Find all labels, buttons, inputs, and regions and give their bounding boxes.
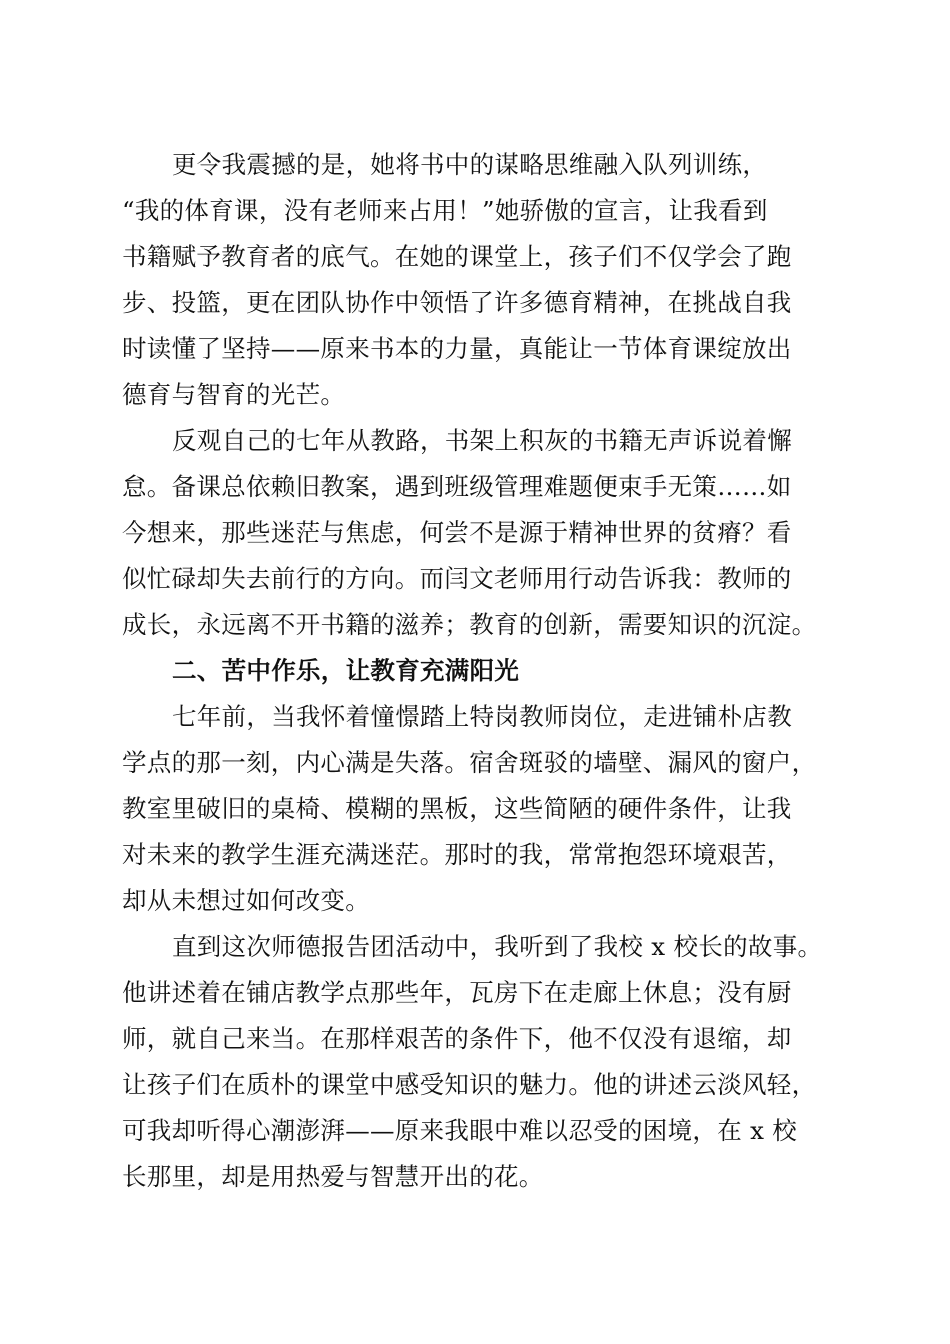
text-line: 今想来，那些迷茫与焦虑，何尝不是源于精神世界的贫瘠？看 [122,518,792,547]
text-line: 书籍赋予教育者的底气。在她的课堂上，孩子们不仅学会了跑 [122,242,792,271]
text-line: 师，就自己来当。在那样艰苦的条件下，他不仅没有退缩，却 [122,1024,792,1053]
text-line: 成长，永远离不开书籍的滋养；教育的创新，需要知识的沉淀。 [122,610,817,639]
text-line: 教室里破旧的桌椅、模糊的黑板，这些简陋的硬件条件，让我 [122,794,792,823]
section-heading: 二、苦中作乐，让教育充满阳光 [172,656,520,685]
text-line: 更令我震撼的是，她将书中的谋略思维融入队列训练， [172,150,768,179]
text-line: 他讲述着在铺店教学点那些年，瓦房下在走廊上休息；没有厨 [122,978,792,1007]
text-line: 步、投篮，更在团队协作中领悟了许多德育精神，在挑战自我 [122,288,792,317]
text-line: 长那里，却是用热爱与智慧开出的花。 [122,1162,544,1191]
text-line: 时读懂了坚持——原来书本的力量，真能让一节体育课绽放出 [122,334,792,363]
text-line: 直到这次师德报告团活动中，我听到了我校 x 校长的故事。 [172,932,823,961]
text-line: 可我却听得心潮澎湃——原来我眼中难以忍受的困境，在 x 校 [122,1116,798,1145]
text-line: 让孩子们在质朴的课堂中感受知识的魅力。他的讲述云淡风轻， [122,1070,817,1099]
text-line: 德育与智育的光芒。 [122,380,346,409]
text-line: 似忙碌却失去前行的方向。而闫文老师用行动告诉我：教师的 [122,564,792,593]
text-line: 七年前，当我怀着憧憬踏上特岗教师岗位，走进铺朴店教 [172,702,792,731]
text-line: 对未来的教学生涯充满迷茫。那时的我，常常抱怨环境艰苦， [122,840,792,869]
text-line: 反观自己的七年从教路，书架上积灰的书籍无声诉说着懈 [172,426,792,455]
text-line: 怠。备课总依赖旧教案，遇到班级管理难题便束手无策……如 [122,472,792,501]
text-line: “我的体育课，没有老师来占用！”她骄傲的宣言，让我看到 [122,196,768,225]
text-line: 却从未想过如何改变。 [122,886,370,915]
text-line: 学点的那一刻，内心满是失落。宿舍斑驳的墙壁、漏风的窗户， [122,748,817,777]
